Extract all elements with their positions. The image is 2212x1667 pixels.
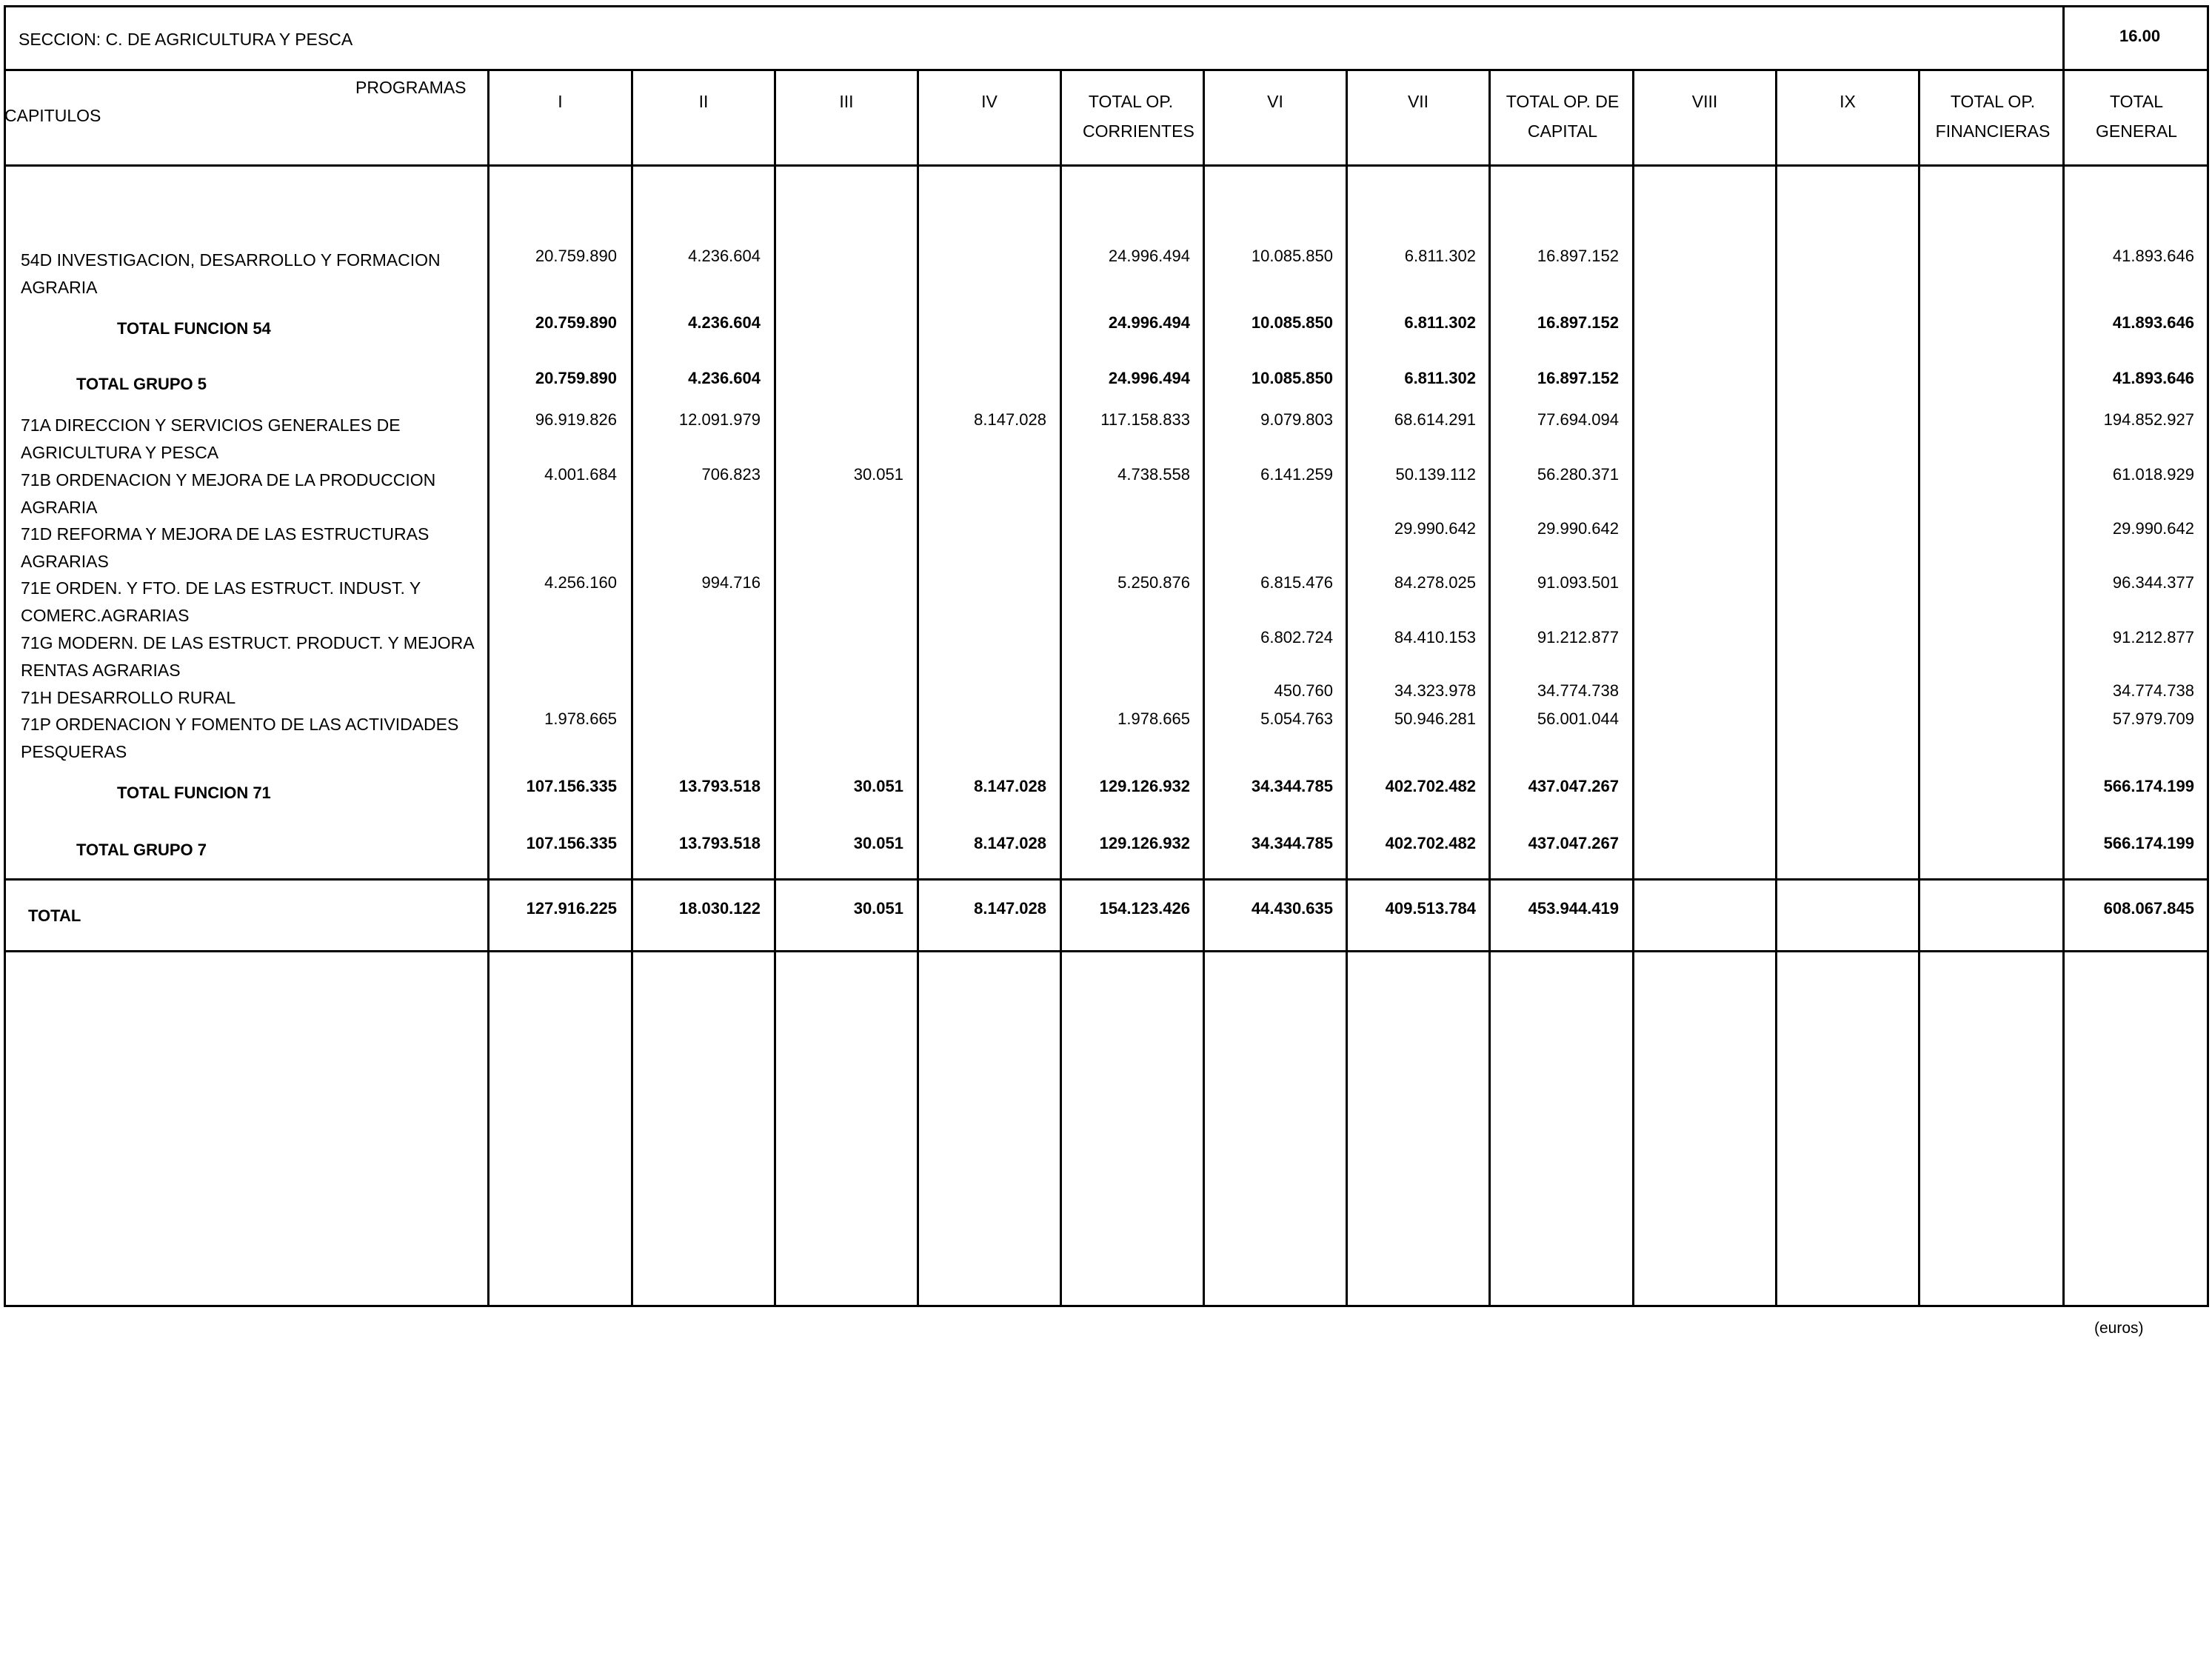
row-cell: 24.996.494 [1108,313,1190,332]
currency-unit: (euros) [2094,1320,2144,1337]
row-cell: 9.079.803 [1260,410,1333,429]
column-divider [1918,69,1920,1307]
row-cell: 453.944.419 [1528,899,1619,918]
row-cell: 1.978.665 [1117,709,1190,728]
row-cell: 10.085.850 [1251,313,1333,332]
row-cell: 8.147.028 [974,777,1046,795]
row-cell: 10.085.850 [1251,247,1333,265]
row-cell: 34.774.738 [2112,681,2194,700]
column-divider [917,69,919,1307]
row-cell: 6.811.302 [1404,313,1476,332]
row-cell: 77.694.094 [1537,410,1619,429]
row-cell: 402.702.482 [1385,834,1476,852]
column-header-total-general: TOTAL GENERAL [2096,92,2177,141]
row-cell: 24.996.494 [1108,369,1190,387]
row-cell: 13.793.518 [678,777,761,795]
row-cell: 30.051 [853,834,903,852]
section-title: SECCION: C. DE AGRICULTURA Y PESCA [19,30,353,49]
row-cell: 129.126.932 [1099,834,1190,852]
row-cell: 6.811.302 [1404,369,1476,387]
row-cell: 84.278.025 [1394,573,1476,592]
row-cell: 68.614.291 [1394,410,1476,429]
row-cell: 41.893.646 [2112,247,2194,265]
row-label: 71A DIRECCION Y SERVICIOS GENERALES DE AGRICULTURA Y PESCA [21,415,401,462]
title-row-divider [4,69,2209,71]
row-cell: 194.852.927 [2103,410,2194,429]
row-cell: 50.139.112 [1395,465,1476,484]
column-header-total-financieras: TOTAL OP. FINANCIERAS [1935,92,2051,141]
row-cell: 6.141.259 [1260,465,1333,484]
row-cell: 4.236.604 [688,247,761,265]
column-header-ix: IX [1840,92,1856,111]
row-cell: 154.123.426 [1099,899,1190,918]
row-cell: 56.001.044 [1537,709,1619,728]
row-cell: 129.126.932 [1099,777,1190,795]
row-cell: 84.410.153 [1394,628,1476,647]
total-bottom-divider [4,950,2209,952]
column-divider [1775,69,1777,1307]
row-cell: 16.897.152 [1537,313,1619,332]
row-cell: 34.344.785 [1251,777,1333,795]
row-cell: 44.430.635 [1251,899,1333,918]
row-cell: 20.759.890 [535,369,617,387]
column-header-iv: IV [981,92,998,111]
row-cell: 5.250.876 [1117,573,1190,592]
row-cell: 18.030.122 [678,899,761,918]
row-cell: 4.236.604 [688,313,761,332]
row-label: 71E ORDEN. Y FTO. DE LAS ESTRUCT. INDUST. Y COMERC.AGRARIAS [21,578,421,625]
row-cell: 16.897.152 [1537,369,1619,387]
row-cell: 13.793.518 [678,834,761,852]
row-cell: 566.174.199 [2103,834,2194,852]
row-cell: 8.147.028 [974,834,1046,852]
row-cell: 30.051 [853,465,903,484]
column-divider [774,69,776,1307]
row-cell: 437.047.267 [1528,777,1619,795]
row-cell: 34.344.785 [1251,834,1333,852]
row-cell: 608.067.845 [2103,899,2194,918]
row-cell: 8.147.028 [974,899,1046,918]
row-cell: 437.047.267 [1528,834,1619,852]
row-cell: 6.811.302 [1404,247,1476,265]
row-cell: 24.996.494 [1108,247,1190,265]
row-cell: 20.759.890 [535,313,617,332]
row-cell: 41.893.646 [2112,313,2194,332]
row-cell: 402.702.482 [1385,777,1476,795]
row-cell: 4.001.684 [544,465,617,484]
row-label: 71G MODERN. DE LAS ESTRUCT. PRODUCT. Y MEJORA RENTAS AGRARIAS [21,633,474,680]
row-cell: 4.738.558 [1117,465,1190,484]
row-cell: 1.978.665 [544,709,617,728]
row-cell: 96.919.826 [535,410,617,429]
row-cell: 6.815.476 [1260,573,1333,592]
row-cell: 20.759.890 [535,247,617,265]
row-cell: 450.760 [1274,681,1333,700]
row-cell: 566.174.199 [2103,777,2194,795]
row-cell: 12.091.979 [678,410,761,429]
row-cell: 117.158.833 [1100,410,1190,429]
row-cell: 56.280.371 [1537,465,1619,484]
row-cell: 16.897.152 [1537,247,1619,265]
header-capitulos: CAPITULOS [4,106,101,125]
row-label: 71B ORDENACION Y MEJORA DE LA PRODUCCION AGRARIA [21,470,436,517]
row-cell: 29.990.642 [1537,519,1619,538]
row-label: TOTAL FUNCION 71 [117,784,271,802]
row-cell: 5.054.763 [1260,709,1333,728]
header-programas: PROGRAMAS [355,78,467,97]
column-divider [1632,69,1634,1307]
row-cell: 61.018.929 [2112,465,2194,484]
row-label: 71H DESARROLLO RURAL [21,688,236,707]
column-header-viii: VIII [1691,92,1718,111]
code-cell-divider [2062,5,2065,70]
header-divider [4,164,2209,167]
row-label: TOTAL GRUPO 7 [76,841,207,859]
row-cell: 29.990.642 [2112,519,2194,538]
column-header-vi: VI [1267,92,1283,111]
row-label: 54D INVESTIGACION, DESARROLLO Y FORMACION AGRARIA [21,250,441,297]
row-cell: 706.823 [701,465,761,484]
row-cell: 41.893.646 [2112,369,2194,387]
section-code: 16.00 [2119,27,2161,45]
row-cell: 34.774.738 [1537,681,1619,700]
row-cell: 409.513.784 [1385,899,1476,918]
column-header-iii: III [839,92,854,111]
row-cell: 6.802.724 [1260,628,1333,647]
column-header-total-corrientes: TOTAL OP. CORRIENTES [1083,92,1194,141]
row-cell: 107.156.335 [526,777,617,795]
row-label: TOTAL GRUPO 5 [76,375,207,393]
row-cell: 107.156.335 [526,834,617,852]
row-cell: 96.344.377 [2112,573,2194,592]
row-cell: 91.212.877 [1537,628,1619,647]
row-cell: 4.256.160 [544,573,617,592]
row-label: 71P ORDENACION Y FOMENTO DE LAS ACTIVIDADES PESQUERAS [21,715,459,761]
column-header-total-capital: TOTAL OP. DE CAPITAL [1506,92,1620,141]
row-label: 71D REFORMA Y MEJORA DE LAS ESTRUCTURAS AGRARIAS [21,524,430,571]
row-label: TOTAL [28,906,81,925]
column-header-vii: VII [1407,92,1429,111]
row-cell: 4.236.604 [688,369,761,387]
total-top-divider [4,878,2209,881]
row-cell: 34.323.978 [1394,681,1476,700]
row-cell: 127.916.225 [526,899,617,918]
row-cell: 57.979.709 [2112,709,2194,728]
column-header-i: I [558,92,563,111]
row-cell: 91.093.501 [1537,573,1619,592]
row-cell: 8.147.028 [974,410,1046,429]
row-cell: 50.946.281 [1394,709,1476,728]
row-cell: 91.212.877 [2112,628,2194,647]
row-cell: 29.990.642 [1394,519,1476,538]
row-cell: 30.051 [853,777,903,795]
row-cell: 30.051 [853,899,903,918]
row-cell: 10.085.850 [1251,369,1333,387]
column-header-ii: II [698,92,709,111]
row-label: TOTAL FUNCION 54 [117,319,271,338]
row-cell: 994.716 [701,573,761,592]
